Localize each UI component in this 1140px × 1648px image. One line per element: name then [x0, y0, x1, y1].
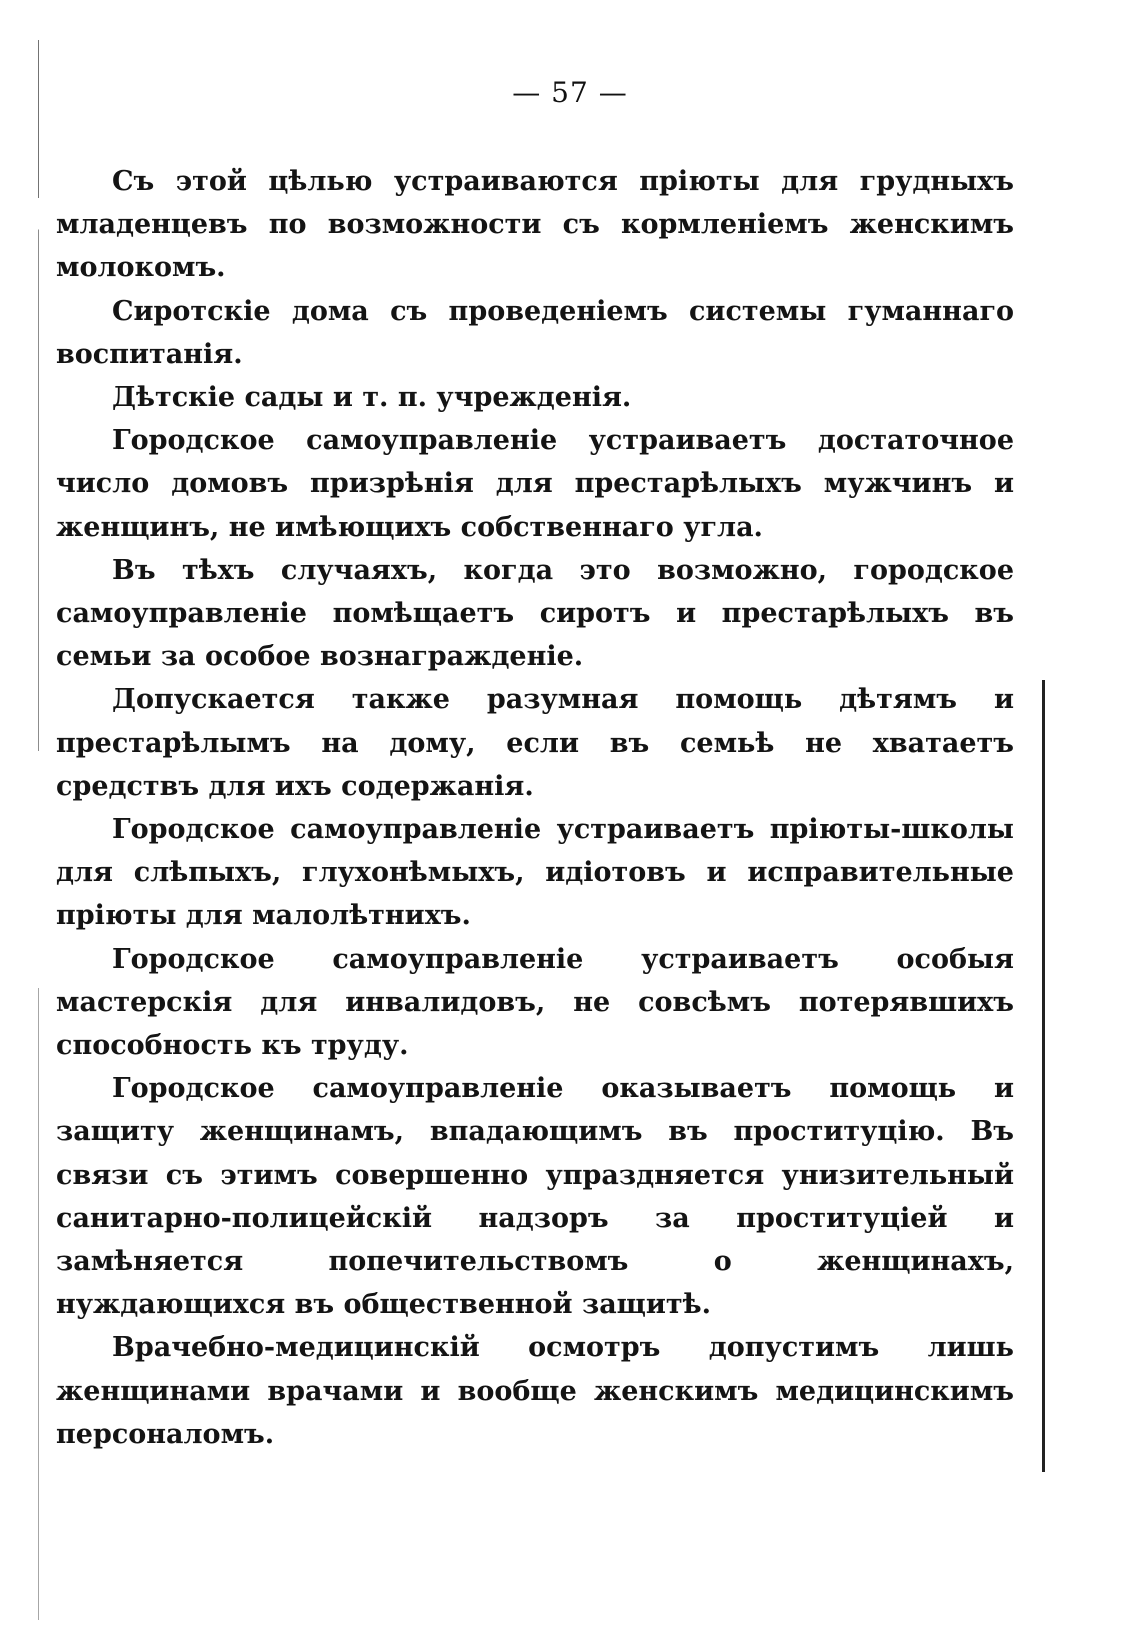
- paragraph: Врачебно-медицинскій осмотръ допустимъ лишь женщинами врачами и вообще женскимъ медицинскимъ персоналомъ.: [56, 1332, 1014, 1450]
- paragraph: Городское самоуправленіе оказываетъ помощь и защиту женщинамъ, впадающимъ въ проституцію. Въ связи съ этимъ совершенно упраздняется унизительный санитарно-полицейскій надзоръ за проституціей и замѣняется попечительствомъ о женщинахъ, нуждающихся въ общественной защитѣ.: [56, 1073, 1014, 1321]
- paragraph: Съ этой цѣлью устраиваются пріюты для грудныхъ младенцевъ по возможности съ кормленіемъ женскимъ молокомъ.: [56, 166, 1014, 284]
- paragraph: Допускается также разумная помощь дѣтямъ и престарѣлымъ на дому, если въ семьѣ не хватаетъ средствъ для ихъ содержанія.: [56, 684, 1014, 802]
- paragraph: Сиротскіе дома съ проведеніемъ системы гуманнаго воспитанія.: [56, 295, 1014, 370]
- body-text: [56, 160, 1014, 1456]
- paragraph: Городское самоуправленіе устраиваетъ достаточное число домовъ призрѣнія для престарѣлыхъ мужчинъ и женщинъ, не имѣющихъ собственнаго угла.: [56, 425, 1014, 543]
- left-margin-scan-line: [38, 40, 39, 1620]
- paragraph: Городское самоуправленіе устраиваетъ пріюты-школы для слѣпыхъ, глухонѣмыхъ, идіотовъ и исправительные пріюты для малолѣтнихъ.: [56, 814, 1014, 932]
- page-number: — 57 —: [512, 76, 628, 109]
- paragraph: Дѣтскіе сады и т. п. учрежденія.: [112, 382, 632, 414]
- paragraph: Городское самоуправленіе устраиваетъ особыя мастерскія для инвалидовъ, не совсѣмъ потерявшихъ способность къ труду.: [56, 943, 1014, 1062]
- paragraph: Въ тѣхъ случаяхъ, когда это возможно, городское самоуправленіе помѣщаетъ сиротъ и престарѣлыхъ въ семьи за особое вознагражденіе.: [56, 554, 1014, 673]
- right-margin-scan-line: [1042, 680, 1045, 1472]
